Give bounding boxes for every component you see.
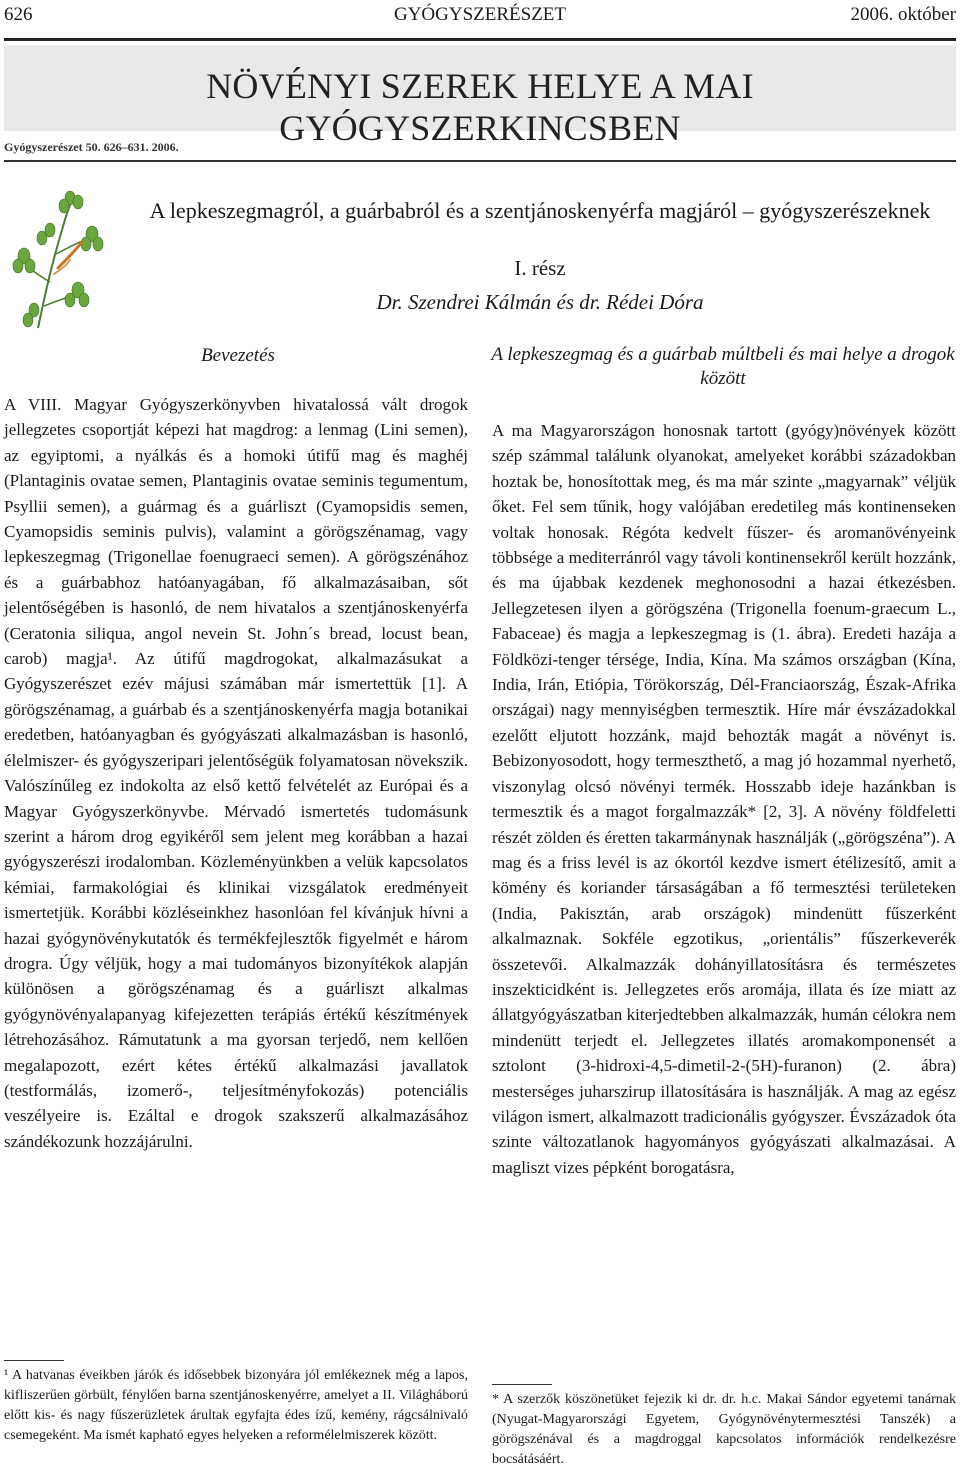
page-number: 626 — [4, 4, 33, 25]
page-header — [0, 0, 960, 30]
journal-name: GYÓGYSZERÉSZET — [393, 4, 567, 25]
issue-date: 2006. október — [850, 4, 956, 25]
left-column-body — [4, 392, 468, 1154]
header-rule — [4, 38, 956, 41]
section-title: NÖVÉNYI SZEREK HELYE A MAI GYÓGYSZERKINCSBEN — [206, 66, 754, 148]
footnote-right: * A szerzők köszönetüket fejezik ki dr. dr. h.c. Makai Sándor egyetemi tanárnak (Nyugat-Magyarországi Egyetem, Gyógynövénytermesztési Tanszék) a görögszénával és a magdroggal kapcsolatos információk rendelkezésre bocsátásáért. — [492, 1392, 956, 1467]
heading-history: A lepkeszegmag és a guárbab múltbeli és mai helye a drogok között — [491, 344, 955, 389]
paragraph: A ma Magyarországon honosnak tartott (gyógy)növények között szép számmal találunk olyanokat, amelyeket korábbi századokban hoztak be, honosítottak meg, és ma már szinte „magyarnak” véljük őket. Fel sem tűnik, hogy valójában eredetileg más kontinenseken voltak honosak. Régóta kedvelt fűszer- és aromanövényeink többsége a mediterránról vagy távoli kontinensekről került hozzánk, és ma újabbak kezdenek meghonosodni a hazai étkezésben. Jellegzetesen ilyen a görögszéna (Trigonella foenum-graecum L., Fabaceae) és magja a lepkeszegmag is (1. ábra). Eredeti hazája a Földközi-tenger térsége, India, Kína. Ma számos országban (Kína, India, Irán, Etiópia, Törökország, Dél-Franciaország, Észak-Afrika országai) nagy mennyiségben termesztik. Híre már évszázadokkal ezelőtt eljutott hozzánk, majd behozták magát a növényt is. Bebizonyosodott, hogy termeszthető, a mag jó hozammal nyerhető, viszonylag olcsó növényi termék. Hosszabb ideje hazánkban is termesztik és a magot forgalmazzák* [2, 3]. A növény földfeletti részét zölden és éretten takarmánynak használják („görögszéna”). A mag és a friss levél is az ókortól kezdve ismert étélizesítő, amit a kömény és koriander társaságában a fő termesztési területeken (India, Pakisztán, arab országok) mindenütt fűszerként alkalmaznak. Sokféle egzotikus, „orientális” fűszerkeverék összetevői. Alkalmazzák dohányillatosításra és természetes inszekticidként is. Jellegzetes erős aromája, illata és íze miatt az állatgyógyászatban kiterjedtebben alkalmazzák, humán célokra nem mindenütt terjedt el. Jellegzetes illatés aromakomponensét a sztolont (3-hidroxi-4,5-dimetil-2-(5H)-furanon) (2. ábra) mesterséges juharszirup illatosítására is használják. A mag az egész világon ismert, alkalmazott tradicionális gyógyszer. Évszázadok óta szinte változatlanok hagyományos gyógyászati alkalmazásai. A magliszt vizes pépként borogatásra, — [492, 421, 956, 1177]
fenugreek-plant-illustration — [10, 190, 110, 330]
citation-rule — [4, 160, 956, 162]
article-part: I. rész — [514, 256, 566, 280]
footnote-rule-left — [4, 1360, 64, 1361]
heading-introduction: Bevezetés — [201, 345, 275, 366]
right-column-body — [492, 418, 956, 1180]
footnote-left: ¹ A hatvanas éveikben járók és idősebbek bizonyára jól emlékeznek még a lapos, kifliszerűen görbült, fénylően barna szentjánoskenyérre, amelyet a II. Világháború előtt kis- és nagy fűszerüzletek árultak egyfajta édes ízű, kemény, rágcsálnivaló csemegeként. Ma ismét kapható egyes helyeken a reformélelmiszerek között. — [4, 1368, 468, 1443]
article-authors: Dr. Szendrei Kálmán és dr. Rédei Dóra — [376, 290, 704, 314]
paragraph: A VIII. Magyar Gyógyszerkönyvben hivatalossá vált drogok jellegzetes csoportját képezi hat magdrog: a lenmag (Lini semen), az egyiptomi, a nyálkás és a homoki útifű mag és maghéj (Plantaginis ovatae semen, Plantaginis ovatae seminis tegumentum, Psyllii semen), a guármag és a guárliszt (Cyamopsidis semen, Cyamopsidis seminis pulvis), valamint a görögszénamag, vagy lepkeszegmag (Trigonellae foenugraeci semen). A görögszénához és a guárbabhoz hatóanyagában, fő alkalmazásaiban, sőt jelentőségében is hasonló, de nem hivatalos a szentjánoskenyérfa (Ceratonia siliqua, angol nevein St. John´s bread, locust bean, carob) magja¹. Az útifű magdrogokat, alkalmazásukat a Gyógyszerészet ezév májusi számában már ismertettük [1]. A görögszénamag, a guárbab és a szentjánoskenyérfa magja botanikai eredetben, hatóanyagban és gyógyászati alkalmazásban is hasonló, élelmiszer- és gyógyszeripari jelentőségük folyamatosan növekszik. Valószínűleg ez indokolta az első kettő felvételét az Európai és a Magyar Gyógyszerkönyvbe. Mérvadó ismertetés tudomásunk szerint a három drog egyikéről sem jelent meg korábban a hazai gyógyszerészi irodalomban. Közleményünkben a velük kapcsolatos kémiai, farmakológiai és klinikai vizsgálatok eredményeit ismertetjük. Korábbi közléseinkhez hasonlóan fel kívánjuk hívni a hazai gyógynövénykutatók és termékfejlesztők figyelmét e három drogra. Úgy véljük, hogy a mai tudományos bizonyítékok alapján különösen a görögszénamag és a guárliszt alkalmas gyógynövényalapanyag kifejezetten terápiás értékű készítmények létrehozásához. Rámutatunk a ma gyorsan terjedő, nem kellően megalapozott, ezért kétes értékű alkalmazási javallatok (testformálás, izomerő-, teljesítményfokozás) potenciális veszélyeire is. Ezáltal e drogok szakszerű alkalmazásához szándékozunk hozzájárulni. — [4, 395, 468, 1151]
citation: Gyógyszerészet 50. 626–631. 2006. — [4, 140, 179, 154]
article-title: A lepkeszegmagról, a guárbabról és a szentjánoskenyérfa magjáról – gyógyszerészeknek — [149, 198, 931, 223]
footnote-rule-right — [492, 1384, 552, 1385]
